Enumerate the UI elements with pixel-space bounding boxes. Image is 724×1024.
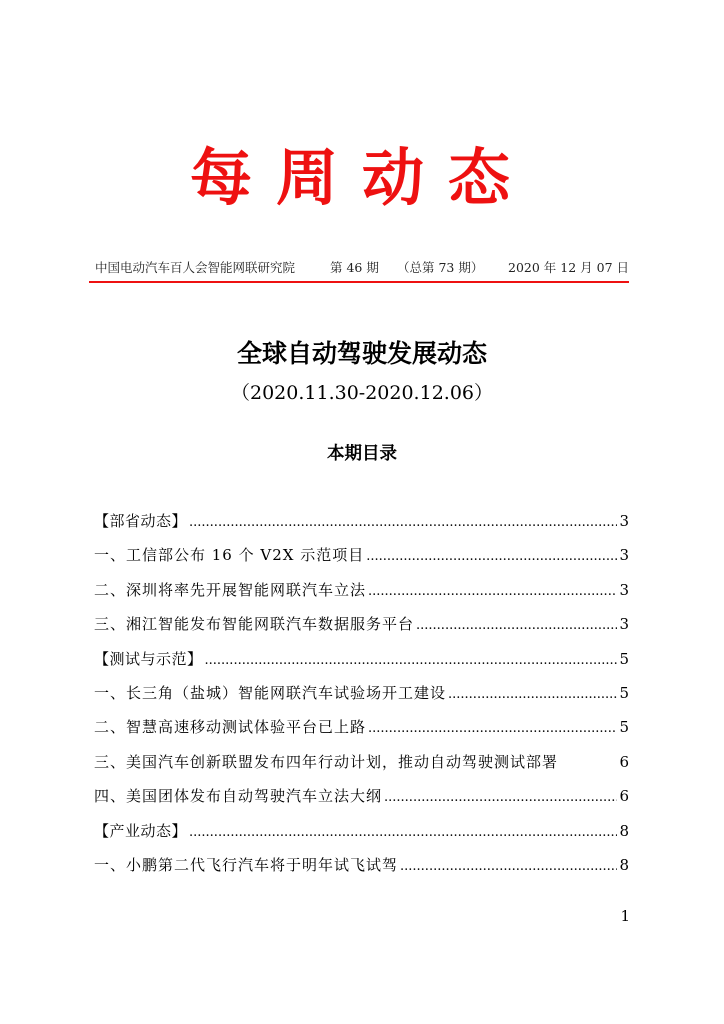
toc-item-entry[interactable]: [94, 710, 629, 744]
page-number: 1: [620, 907, 630, 925]
toc-entry-title: 二、深圳将率先开展智能网联汽车立法: [94, 580, 367, 599]
toc-section-entry[interactable]: [94, 642, 629, 676]
toc-dot-leader: [368, 712, 617, 746]
toc-page-number: 5: [619, 649, 629, 668]
toc-dot-leader: [189, 816, 617, 850]
toc-page-number: 3: [619, 546, 629, 565]
toc-dot-leader: [400, 850, 617, 884]
toc-dot-leader: [366, 540, 617, 574]
header-divider: [89, 281, 629, 283]
toc-page-number: 6: [619, 787, 629, 806]
toc-entry-title: 【测试与示范】: [94, 649, 203, 668]
toc-dot-leader: [205, 644, 618, 678]
toc-entry-title: 四、美国团体发布自动驾驶汽车立法大纲: [94, 787, 383, 806]
toc-dot-leader: [448, 678, 617, 712]
toc-entry-title: 三、湘江智能发布智能网联汽车数据服务平台: [94, 615, 415, 634]
document-title: 全球自动驾驶发展动态: [236, 339, 487, 368]
issue-number: 第 46 期: [330, 260, 379, 275]
toc-item-entry[interactable]: [94, 607, 629, 641]
toc-item-entry[interactable]: [94, 779, 629, 813]
toc-page-number: 3: [619, 615, 629, 634]
toc-page-number: 3: [619, 580, 629, 599]
toc-page-number: 3: [619, 512, 629, 530]
toc-entry-title: 三、美国汽车创新联盟发布四年行动计划，推动自动驾驶测试部署: [94, 752, 559, 771]
toc-entry-title: 【部省动态】: [94, 512, 188, 530]
table-of-contents: [94, 504, 629, 882]
issue-date: 2020 年 12 月 07 日: [508, 260, 629, 275]
toc-item-entry[interactable]: [94, 848, 629, 882]
toc-page-number: 8: [619, 821, 629, 840]
toc-entry-title: 一、工信部公布 16 个 V2X 示范项目: [94, 546, 365, 565]
toc-entry-title: 一、长三角（盐城）智能网联汽车试验场开工建设: [94, 683, 447, 702]
toc-entry-title: 一、小鹏第二代飞行汽车将于明年试飞试驾: [94, 855, 399, 874]
toc-dot-leader: [416, 609, 617, 643]
toc-item-entry[interactable]: [94, 573, 629, 607]
toc-page-number: 5: [619, 718, 629, 737]
toc-dot-leader: [384, 781, 617, 815]
masthead-title: 每周动态: [189, 141, 534, 214]
issue-organization: 中国电动汽车百人会智能网联研究院: [95, 260, 296, 275]
toc-page-number: 8: [619, 855, 629, 874]
toc-page-number: 6: [619, 752, 629, 771]
toc-entry-title: 【产业动态】: [94, 821, 188, 840]
document-date-range: （2020.11.30-2020.12.06）: [231, 382, 493, 404]
toc-heading: 本期目录: [327, 444, 397, 464]
issue-total-number: （总第 73 期）: [397, 260, 484, 275]
toc-page-number: 5: [619, 683, 629, 702]
toc-section-entry[interactable]: [94, 814, 629, 848]
toc-dot-leader: [189, 506, 617, 540]
toc-dot-leader: [368, 575, 617, 609]
toc-item-entry[interactable]: [94, 676, 629, 710]
toc-section-entry[interactable]: [94, 504, 629, 538]
toc-entry-title: 二、智慧高速移动测试体验平台已上路: [94, 718, 367, 737]
toc-item-entry[interactable]: [94, 538, 629, 572]
toc-item-entry[interactable]: [94, 745, 629, 779]
